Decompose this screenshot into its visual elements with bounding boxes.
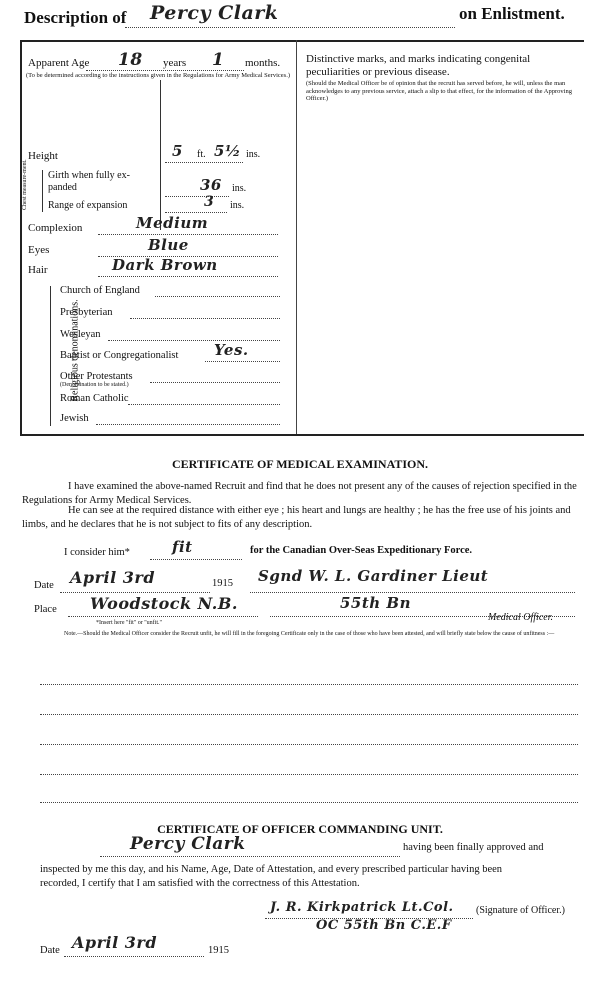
girth-ins-label: ins.: [232, 183, 247, 194]
commanding-year: 1915: [208, 945, 229, 956]
top-rule: [20, 40, 584, 42]
center-rule: [296, 40, 297, 435]
consider-value: fit: [172, 538, 193, 556]
girth-label: Girth when fully ex- panded: [48, 170, 130, 193]
medical-place-label: Place: [34, 604, 57, 615]
unfitness-line-3: [40, 744, 578, 745]
distinctive-marks-label: Distinctive marks, and marks indicating congenital peculiarities or previous disease.: [306, 53, 531, 78]
range-dotted-line: [165, 212, 227, 213]
denomination-church-of-england: Church of England: [60, 285, 140, 296]
signature-of-officer-label: (Signature of Officer.): [476, 905, 565, 916]
unfit-note: Note.—Should the Medical Officer consider the Recruit unfit, he will fill in the foregoing Certificate only in the case of those who have been attested, and will briefly state below the cause of unfitness :—: [64, 631, 555, 637]
medical-para-1: I have examined the above-named Recruit and find that he does not present any of the causes of rejection specified in the Regulations for Army Medical Services.: [22, 481, 577, 506]
left-rule: [20, 40, 22, 435]
medical-date-value: April 3rd: [70, 568, 156, 587]
height-ins-label: ins.: [246, 149, 261, 160]
height-dotted-line: [165, 162, 243, 163]
hair-dotted-line: [98, 276, 278, 277]
description-of-label: Description of: [24, 8, 127, 27]
commanding-date-value: April 3rd: [72, 933, 158, 952]
medical-date-dotted-line: [60, 592, 210, 593]
commanding-recruit-name: Percy Clark: [130, 834, 246, 854]
range-label: Range of expansion: [48, 200, 128, 211]
unfitness-line-5: [40, 802, 578, 803]
medical-unit-value: 55th Bn: [340, 594, 412, 612]
commanding-date-label: Date: [40, 945, 60, 956]
distinctive-marks-note: (Should the Medical Officer be of opinion that the recruit has served before, he will, unless the man acknowledges to any previous service, attach a slip to that effect, for the information of the Approving Officer.): [306, 80, 572, 102]
hair-label: Hair: [28, 264, 48, 276]
medical-officer-signature: Sgnd W. L. Gardiner Lieut: [258, 567, 489, 585]
denomination-jewish: Jewish: [60, 413, 89, 424]
commanding-officer-signature: J. R. Kirkpatrick Lt.Col.: [270, 900, 454, 915]
commanding-date-dotted-line: [64, 956, 204, 957]
denomination-line: [150, 382, 280, 383]
girth-value: 36: [200, 176, 222, 194]
commanding-name-dotted-line: [100, 856, 400, 857]
denomination-line: [128, 404, 280, 405]
denomination-wesleyan: Wesleyan: [60, 329, 101, 340]
denomination-line: [155, 296, 280, 297]
denomination-line: [205, 361, 280, 362]
denomination-baptist-value: Yes.: [214, 341, 249, 359]
age-years-value: 18: [118, 50, 143, 70]
denomination-note: (Denomination to be stated.): [60, 382, 129, 388]
eyes-label: Eyes: [28, 244, 50, 256]
religious-denominations-label: Religious denominations.: [69, 299, 81, 402]
height-label: Height: [28, 150, 58, 162]
medical-officer-label: Medical Officer.: [488, 612, 553, 623]
vertical-ruler-line: [160, 80, 161, 230]
unfitness-line-2: [40, 714, 578, 715]
medical-year: 1915: [212, 578, 233, 589]
age-note: (To be determined according to the instructions given in the Regulations for Army Medical Services.): [26, 72, 290, 79]
months-label: months.: [245, 57, 281, 69]
consider-suffix: for the Canadian Over-Seas Expeditionary Force.: [250, 545, 473, 556]
girth-dotted-line: [165, 196, 229, 197]
commanding-text-3: recorded, I certify that I am satisfied with the correctness of this Attestation.: [40, 878, 360, 889]
medical-signature-dotted-line: [250, 592, 575, 593]
commanding-text-2: inspected by me this day, and his Name, Age, Date of Attestation, and every prescribed particular having been: [40, 864, 503, 875]
years-label: years: [163, 57, 187, 69]
medical-para-2: He can see at the required distance with either eye ; his heart and lungs are healthy ; he has the free use of his joints and limbs, and he declares that he is not subject to fits of any description.: [22, 505, 571, 530]
unfitness-line-1: [40, 684, 578, 685]
ft-label: ft.: [197, 149, 206, 160]
recruit-name: Percy Clark: [150, 2, 279, 24]
commanding-unit-line: OC 55th Bn C.E.F: [316, 918, 452, 933]
medical-certificate-title: CERTIFICATE OF MEDICAL EXAMINATION.: [171, 457, 429, 471]
hair-value: Dark Brown: [112, 256, 218, 274]
denomination-line: [96, 424, 280, 425]
complexion-label: Complexion: [28, 222, 83, 234]
consider-dotted-line: [150, 559, 242, 560]
medical-date-label: Date: [34, 580, 54, 591]
complexion-dotted-line: [98, 234, 278, 235]
range-ins-label: ins.: [230, 200, 245, 211]
complexion-value: Medium: [136, 214, 209, 232]
range-value: 3: [204, 194, 215, 210]
denomination-baptist: Baptist or Congregationalist: [60, 350, 179, 361]
bottom-rule: [20, 434, 584, 436]
age-dotted-line: [86, 70, 244, 71]
religion-bracket: [50, 286, 51, 426]
chest-bracket: [42, 170, 43, 212]
age-months-value: 1: [212, 50, 225, 70]
commanding-text-1: having been finally approved and: [403, 842, 544, 853]
apparent-age-label: Apparent Age: [28, 57, 90, 69]
denomination-line: [130, 318, 280, 319]
insert-fit-note: *Insert here "fit" or "unfit.": [96, 620, 162, 626]
eyes-value: Blue: [148, 236, 189, 254]
consider-prefix: I consider him*: [64, 547, 130, 558]
denomination-presbyterian: Presbyterian: [60, 307, 113, 318]
denomination-roman-catholic: Roman Catholic: [60, 393, 129, 404]
commanding-certificate-title: CERTIFICATE OF OFFICER COMMANDING UNIT.: [157, 822, 443, 836]
denomination-other-protestants: Other Protestants: [60, 371, 133, 382]
height-in-value: 5½: [214, 142, 242, 160]
chest-measurement-label: Chest measure-ment.: [22, 159, 28, 210]
medical-place-dotted-line: [68, 616, 258, 617]
on-enlistment-label: on Enlistment.: [459, 4, 565, 23]
unfitness-line-4: [40, 774, 578, 775]
denomination-line: [108, 340, 280, 341]
medical-place-value: Woodstock N.B.: [90, 594, 238, 613]
name-dotted-line: [125, 27, 455, 28]
height-ft-value: 5: [172, 142, 183, 160]
